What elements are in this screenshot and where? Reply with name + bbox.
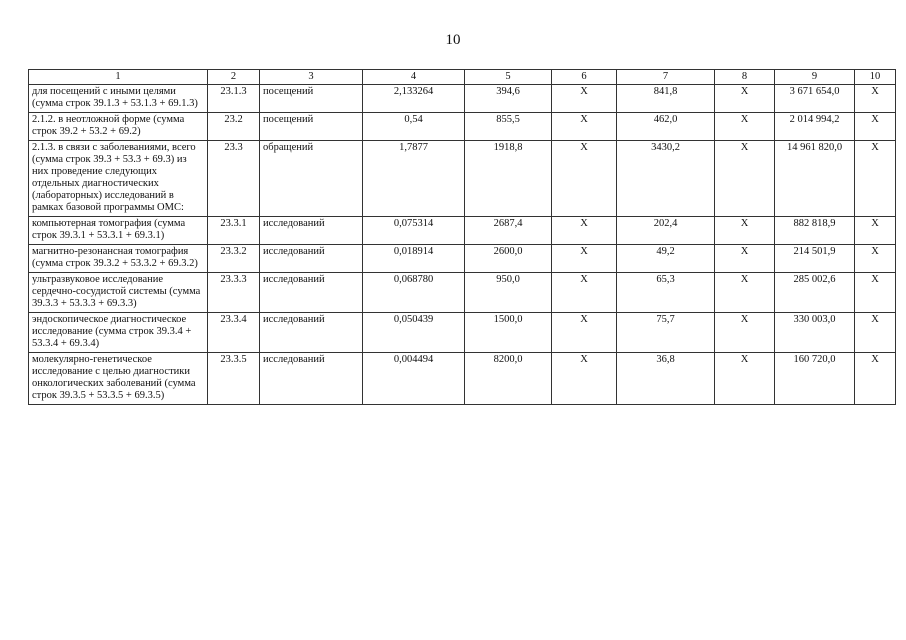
row-x-cell: Х bbox=[552, 245, 617, 273]
table-row bbox=[29, 313, 896, 353]
header-cell: 6 bbox=[552, 70, 617, 85]
row-x-cell: Х bbox=[715, 141, 775, 217]
header-cell: 5 bbox=[465, 70, 552, 85]
row-value-cell: 0,018914 bbox=[363, 245, 465, 273]
row-x-cell: Х bbox=[855, 113, 896, 141]
row-value-cell: 0,075314 bbox=[363, 217, 465, 245]
row-code-cell: 23.1.3 bbox=[208, 85, 260, 113]
row-value-cell: 394,6 bbox=[465, 85, 552, 113]
row-value-cell: 0,54 bbox=[363, 113, 465, 141]
row-unit-cell: исследований bbox=[260, 217, 363, 245]
row-code-cell: 23.3.5 bbox=[208, 353, 260, 405]
header-cell: 10 bbox=[855, 70, 896, 85]
row-x-cell: Х bbox=[715, 273, 775, 313]
row-x-cell: Х bbox=[855, 141, 896, 217]
row-value-cell: 882 818,9 bbox=[775, 217, 855, 245]
row-value-cell: 285 002,6 bbox=[775, 273, 855, 313]
header-cell: 1 bbox=[29, 70, 208, 85]
row-value-cell: 841,8 bbox=[617, 85, 715, 113]
row-value-cell: 214 501,9 bbox=[775, 245, 855, 273]
row-value-cell: 202,4 bbox=[617, 217, 715, 245]
table-row bbox=[29, 217, 896, 245]
table-row bbox=[29, 353, 896, 405]
row-value-cell: 950,0 bbox=[465, 273, 552, 313]
header-cell: 4 bbox=[363, 70, 465, 85]
row-code-cell: 23.3.1 bbox=[208, 217, 260, 245]
row-code-cell: 23.3 bbox=[208, 141, 260, 217]
table-row bbox=[29, 85, 896, 113]
data-table bbox=[28, 69, 896, 405]
page-number: 10 bbox=[445, 32, 461, 48]
row-x-cell: Х bbox=[552, 141, 617, 217]
row-x-cell: Х bbox=[552, 217, 617, 245]
row-value-cell: 2,133264 bbox=[363, 85, 465, 113]
row-value-cell: 0,050439 bbox=[363, 313, 465, 353]
table-row bbox=[29, 245, 896, 273]
row-value-cell: 2600,0 bbox=[465, 245, 552, 273]
row-x-cell: Х bbox=[552, 85, 617, 113]
row-unit-cell: обращений bbox=[260, 141, 363, 217]
row-unit-cell: исследований bbox=[260, 353, 363, 405]
row-value-cell: 65,3 bbox=[617, 273, 715, 313]
table-row bbox=[29, 113, 896, 141]
row-code-cell: 23.3.2 bbox=[208, 245, 260, 273]
header-row bbox=[29, 70, 896, 85]
row-name-cell: ультразвуковое исследование сердечно-сосудистой системы (сумма 39.3.3 + 53.3.3 + 69.3.3) bbox=[29, 273, 208, 313]
table-row bbox=[29, 273, 896, 313]
row-value-cell: 2 014 994,2 bbox=[775, 113, 855, 141]
row-unit-cell: исследований bbox=[260, 313, 363, 353]
row-value-cell: 2687,4 bbox=[465, 217, 552, 245]
row-name-cell: 2.1.2. в неотложной форме (сумма строк 39.2 + 53.2 + 69.2) bbox=[29, 113, 208, 141]
row-value-cell: 1500,0 bbox=[465, 313, 552, 353]
row-unit-cell: исследований bbox=[260, 273, 363, 313]
row-name-cell: для посещений с иными целями (сумма строк 39.1.3 + 53.1.3 + 69.1.3) bbox=[29, 85, 208, 113]
row-x-cell: Х bbox=[715, 313, 775, 353]
row-x-cell: Х bbox=[855, 217, 896, 245]
row-value-cell: 1,7877 bbox=[363, 141, 465, 217]
header-cell: 8 bbox=[715, 70, 775, 85]
row-value-cell: 75,7 bbox=[617, 313, 715, 353]
row-code-cell: 23.3.3 bbox=[208, 273, 260, 313]
row-value-cell: 462,0 bbox=[617, 113, 715, 141]
row-name-cell: компьютерная томография (сумма строк 39.3.1 + 53.3.1 + 69.3.1) bbox=[29, 217, 208, 245]
header-cell: 9 bbox=[775, 70, 855, 85]
row-value-cell: 0,068780 bbox=[363, 273, 465, 313]
row-unit-cell: исследований bbox=[260, 245, 363, 273]
row-value-cell: 49,2 bbox=[617, 245, 715, 273]
row-value-cell: 3430,2 bbox=[617, 141, 715, 217]
row-name-cell: молекулярно-генетическое исследование с целью диагностики онкологических заболеваний (сумма строк 39.3.5 + 53.3.5 + 69.3.5) bbox=[29, 353, 208, 405]
row-x-cell: Х bbox=[552, 273, 617, 313]
row-code-cell: 23.2 bbox=[208, 113, 260, 141]
row-x-cell: Х bbox=[552, 113, 617, 141]
header-cell: 2 bbox=[208, 70, 260, 85]
row-x-cell: Х bbox=[715, 245, 775, 273]
row-value-cell: 14 961 820,0 bbox=[775, 141, 855, 217]
row-x-cell: Х bbox=[715, 85, 775, 113]
table-row bbox=[29, 141, 896, 217]
row-x-cell: Х bbox=[715, 113, 775, 141]
row-x-cell: Х bbox=[715, 217, 775, 245]
row-code-cell: 23.3.4 bbox=[208, 313, 260, 353]
row-x-cell: Х bbox=[715, 353, 775, 405]
row-unit-cell: посещений bbox=[260, 113, 363, 141]
header-cell: 7 bbox=[617, 70, 715, 85]
row-value-cell: 160 720,0 bbox=[775, 353, 855, 405]
header-cell: 3 bbox=[260, 70, 363, 85]
row-name-cell: эндоскопическое диагностическое исследование (сумма строк 39.3.4 + 53.3.4 + 69.3.4) bbox=[29, 313, 208, 353]
row-value-cell: 330 003,0 bbox=[775, 313, 855, 353]
row-x-cell: Х bbox=[855, 273, 896, 313]
row-value-cell: 1918,8 bbox=[465, 141, 552, 217]
row-x-cell: Х bbox=[855, 353, 896, 405]
row-value-cell: 0,004494 bbox=[363, 353, 465, 405]
row-value-cell: 36,8 bbox=[617, 353, 715, 405]
row-unit-cell: посещений bbox=[260, 85, 363, 113]
row-value-cell: 3 671 654,0 bbox=[775, 85, 855, 113]
row-x-cell: Х bbox=[855, 245, 896, 273]
row-value-cell: 8200,0 bbox=[465, 353, 552, 405]
row-value-cell: 855,5 bbox=[465, 113, 552, 141]
row-name-cell: магнитно-резонансная томография (сумма строк 39.3.2 + 53.3.2 + 69.3.2) bbox=[29, 245, 208, 273]
row-x-cell: Х bbox=[552, 353, 617, 405]
row-name-cell: 2.1.3. в связи с заболеваниями, всего (сумма строк 39.3 + 53.3 + 69.3) из них проведение следующих отдельных диагностических (лабораторных) исследований в рамках базовой программы ОМС: bbox=[29, 141, 208, 217]
row-x-cell: Х bbox=[552, 313, 617, 353]
row-x-cell: Х bbox=[855, 313, 896, 353]
row-x-cell: Х bbox=[855, 85, 896, 113]
